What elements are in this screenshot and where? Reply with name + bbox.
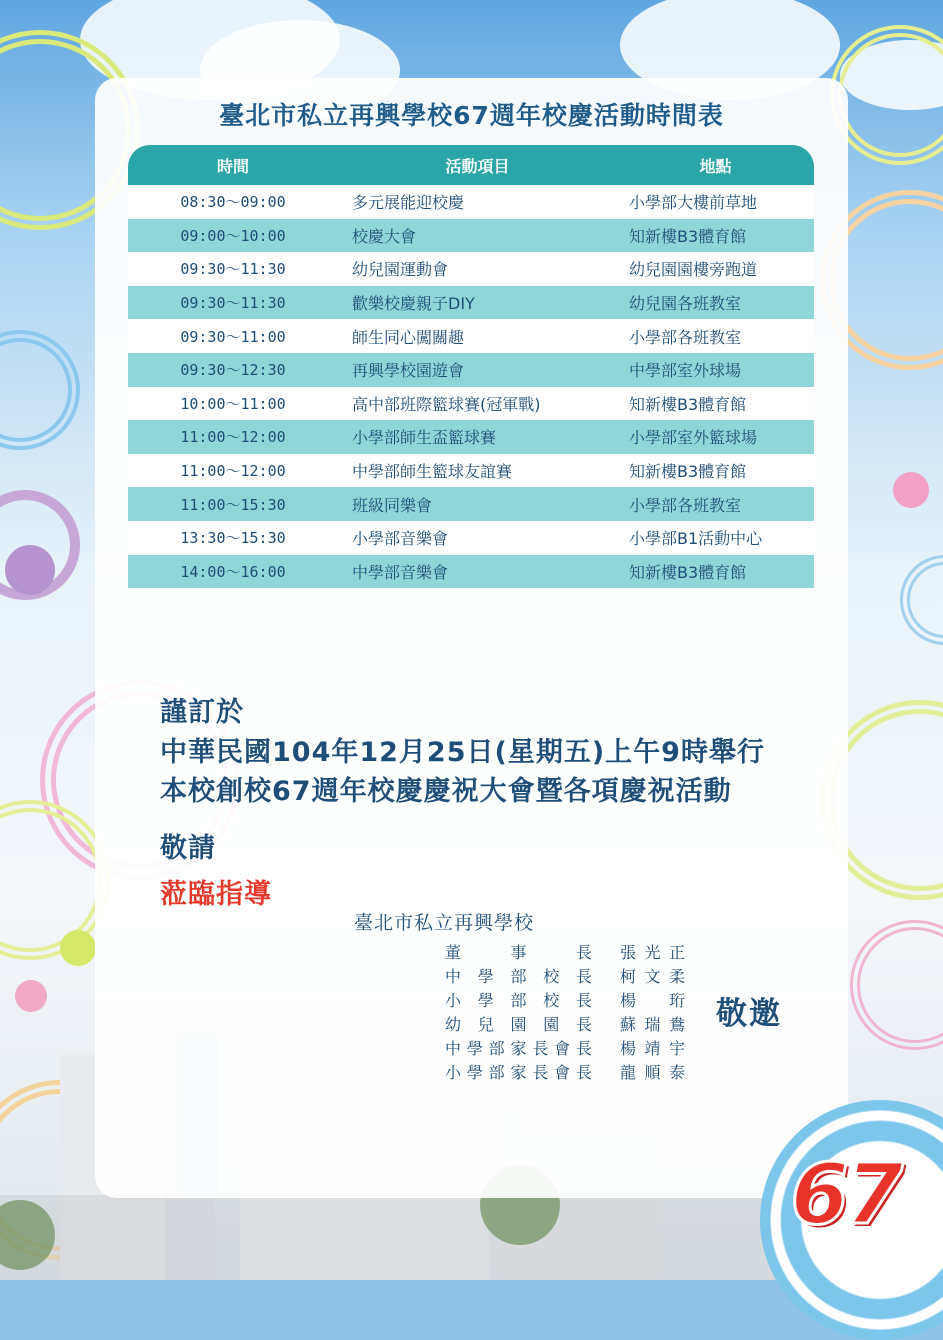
cell-activity: 再興學校園遊會 [338,353,617,387]
cell-time: 08:30～09:00 [128,185,338,219]
cell-activity: 多元展能迎校慶 [338,185,617,219]
table-row [128,521,814,555]
cell-time: 11:00～15:30 [128,487,338,521]
official-row [445,964,685,988]
table-row [128,387,814,421]
cell-activity: 高中部班際籃球賽(冠軍戰) [338,387,617,421]
cell-location: 知新樓B3體育館 [617,219,814,253]
official-title: 董 事 長 [445,943,592,962]
header-time: 時間 [128,145,338,185]
invitation-line-3: 本校創校67週年校慶慶祝大會暨各項慶祝活動 [160,776,732,807]
invitation-line-1: 謹訂於 [160,697,244,728]
official-name: 蘇 瑞 鴦 [620,1015,685,1034]
cell-location: 幼兒園園樓旁跑道 [617,252,814,286]
cell-time: 09:30～11:00 [128,319,338,353]
cell-activity: 中學部師生籃球友誼賽 [338,454,617,488]
cell-location: 小學部各班教室 [617,319,814,353]
cell-time: 14:00～16:00 [128,555,338,589]
official-name: 柯 文 柔 [620,967,685,986]
cell-activity: 中學部音樂會 [338,555,617,589]
cell-location: 小學部室外籃球場 [617,420,814,454]
cell-time: 10:00～11:00 [128,387,338,421]
schedule-table [128,145,814,588]
table-row [128,353,814,387]
cell-location: 中學部室外球場 [617,353,814,387]
cell-activity: 師生同心闖關趣 [338,319,617,353]
invitation-line-2: 中華民國104年12月25日(星期五)上午9時舉行 [160,737,765,768]
official-row [445,940,685,964]
cell-location: 小學部大樓前草地 [617,185,814,219]
table-row [128,185,814,219]
table-row [128,319,814,353]
cell-time: 13:30～15:30 [128,521,338,555]
table-row [128,487,814,521]
official-row [445,988,685,1012]
table-row [128,454,814,488]
table-row [128,252,814,286]
decorative-dot [5,545,55,595]
header-activity: 活動項目 [338,145,617,185]
cell-activity: 校慶大會 [338,219,617,253]
header-location: 地點 [617,145,814,185]
cell-time: 09:30～11:30 [128,252,338,286]
cell-location: 小學部各班教室 [617,487,814,521]
cell-time: 11:00～12:00 [128,454,338,488]
official-row [445,1060,685,1084]
cell-location: 知新樓B3體育館 [617,555,814,589]
official-title: 幼 兒 園 園 長 [445,1015,592,1034]
table-header-row [128,145,814,185]
decorative-dot [893,472,929,508]
cell-time: 11:00～12:00 [128,420,338,454]
cell-location: 知新樓B3體育館 [617,387,814,421]
cell-location: 小學部B1活動中心 [617,521,814,555]
invitation-line-4: 敬請 [160,833,216,864]
page-title: 臺北市私立再興學校67週年校慶活動時間表 [219,101,724,130]
official-title: 小 學 部 家 長 會 長 [445,1063,592,1082]
table-row [128,286,814,320]
cell-location: 幼兒園各班教室 [617,286,814,320]
table-row [128,555,814,589]
cell-activity: 小學部音樂會 [338,521,617,555]
cell-activity: 班級同樂會 [338,487,617,521]
official-name: 楊 珩 [620,991,685,1010]
cell-location: 知新樓B3體育館 [617,454,814,488]
cell-time: 09:00～10:00 [128,219,338,253]
official-name: 龍 順 泰 [620,1063,685,1082]
table-row [128,219,814,253]
cell-activity: 幼兒園運動會 [338,252,617,286]
official-name: 張 光 正 [620,943,685,962]
cell-activity: 歡樂校慶親子DIY [338,286,617,320]
official-row [445,1036,685,1060]
signature-school: 臺北市私立再興學校 [354,912,535,934]
cell-activity: 小學部師生盃籃球賽 [338,420,617,454]
invitation-line-5: 蒞臨指導 [160,879,272,910]
official-title: 小 學 部 校 長 [445,991,592,1010]
closing-invite: 敬邀 [716,996,782,1032]
table-row [128,420,814,454]
decorative-dot [60,930,96,966]
official-title: 中 學 部 家 長 會 長 [445,1039,592,1058]
cell-time: 09:30～12:30 [128,353,338,387]
officials-roster [445,940,685,1084]
official-title: 中 學 部 校 長 [445,967,592,986]
official-row [445,1012,685,1036]
official-name: 楊 靖 宇 [620,1039,685,1058]
cell-time: 09:30～11:30 [128,286,338,320]
anniversary-number: 67 [790,1145,900,1243]
